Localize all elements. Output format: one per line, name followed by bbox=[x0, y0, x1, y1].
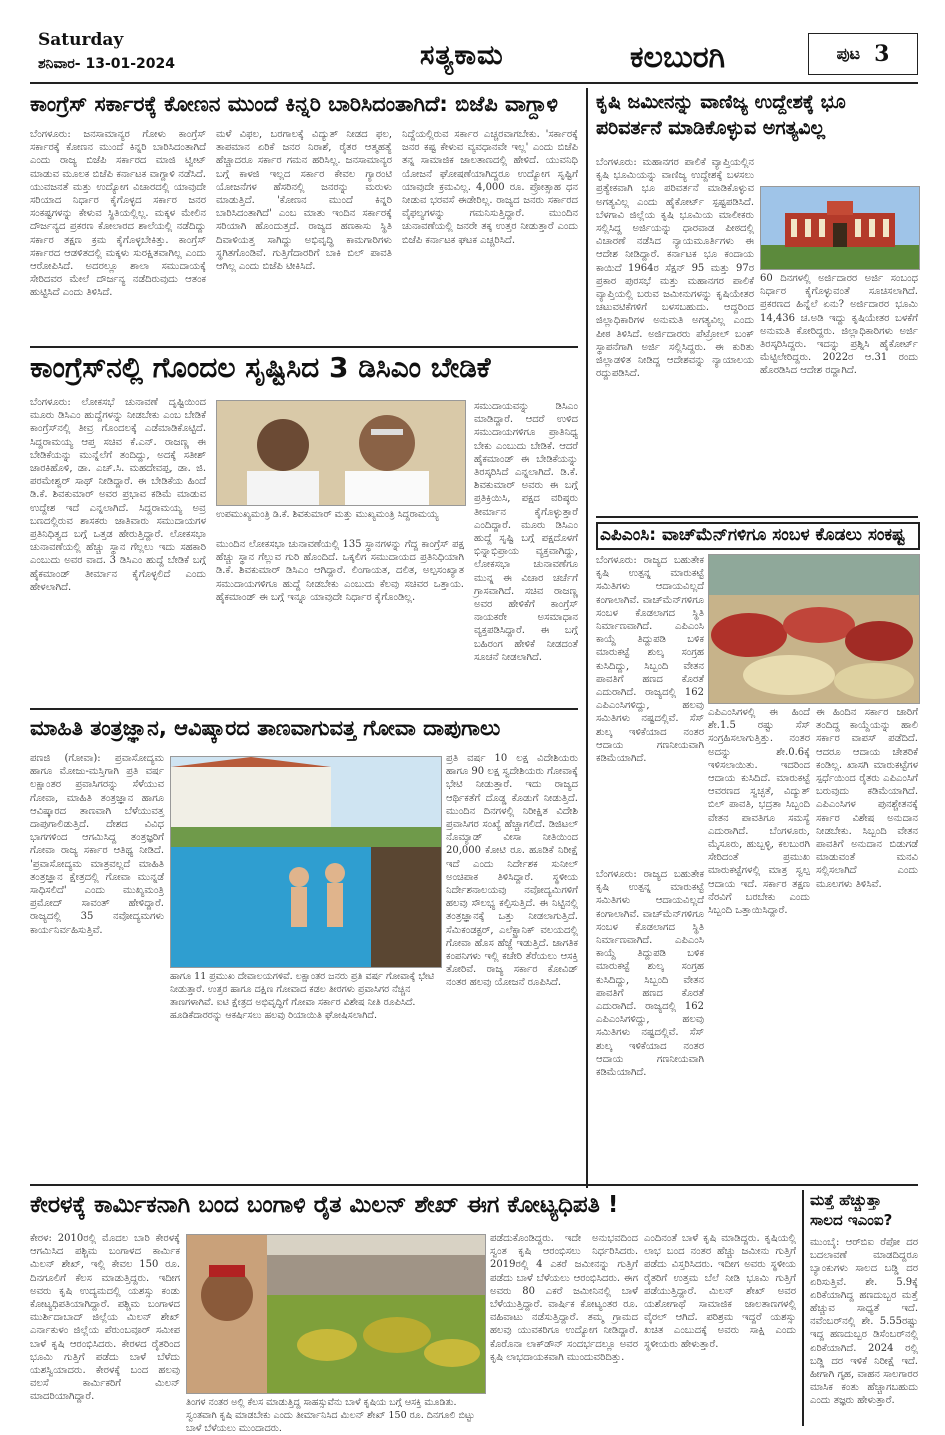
vegetable-market-image bbox=[709, 555, 919, 703]
headline-dcm: ಕಾಂಗ್ರೆಸ್‌ನಲ್ಲಿ ಗೊಂದಲ ಸೃಷ್ಟಿಸಿದ 3 ಡಿಸಿಎಂ ಬೇಡಿಕೆ bbox=[30, 351, 491, 384]
page-number-box bbox=[808, 33, 918, 75]
article-column: ಸಮುದಾಯವನ್ನು ಡಿಸಿಎಂ ಮಾಡಿದ್ದಾರೆ. ಆದರೆ ಉಳಿದ ಸಮುದಾಯಗಳಿಗೂ ಪ್ರಾತಿನಿಧ್ಯ ಬೇಕು ಎಂಬುದು ಬೇಡಿಕೆ. ಆದರೆ ಹೈಕಮಾಂಡ್ ಈ ಬೇಡಿಕೆಯನ್ನು ತಿರಸ್ಕರಿಸಿದೆ ಎನ್ನಲಾಗಿದೆ. ಡಿ.ಕೆ. ಶಿವಕುಮಾರ್ ಅವರು ಈ ಬಗ್ಗೆ ಪ್ರತಿಕ್ರಿಯಿಸಿ, ಪಕ್ಷದ ವರಿಷ್ಠರು ತೀರ್ಮಾನ ಕೈಗೊಳ್ಳುತ್ತಾರೆ ಎಂದಿದ್ದಾರೆ. ಮೂರು ಡಿಸಿಎಂ ಹುದ್ದೆ ಸೃಷ್ಟಿ ಬಗ್ಗೆ ಪಕ್ಷದೊಳಗೆ ಭಿನ್ನಾಭಿಪ್ರಾಯ ವ್ಯಕ್ತವಾಗಿದ್ದು, ಲೋಕಸಭಾ ಚುನಾವಣೆಗೂ ಮುನ್ನ ಈ ವಿಚಾರ ಚರ್ಚೆಗೆ ಗ್ರಾಸವಾಗಿದೆ. ಸಚಿವ ರಾಜಣ್ಣ ಅವರ ಹೇಳಿಕೆಗೆ ಕಾಂಗ್ರೆಸ್ ನಾಯಕರೇ ಅಸಮಾಧಾನ ವ್ಯಕ್ತಪಡಿಸಿದ್ದಾರೆ. ಈ ಬಗ್ಗೆ ಬಹಿರಂಗ ಹೇಳಿಕೆ ನೀಡದಂತೆ ಸೂಚನೆ ನೀಡಲಾಗಿದೆ. bbox=[474, 401, 578, 663]
article-column: 60 ದಿನಗಳಲ್ಲಿ ಅರ್ಜಿದಾರರ ಅರ್ಜಿ ಸಂಬಂಧ ನಿರ್ಧಾರ ಕೈಗೊಳ್ಳುವಂತೆ ಸೂಚಿಸಲಾಗಿದೆ. ಪ್ರಕರಣದ ಹಿನ್ನೆಲೆ ಏನು? ಅರ್ಜಿದಾರರ ಭೂಮಿ 14,436 ಚ.ಅಡಿ ಇದ್ದು ಕೃಷಿಯೇತರ ಬಳಕೆಗೆ ಅನುಮತಿ ಕೋರಿದ್ದರು. ಜಿಲ್ಲಾಧಿಕಾರಿಗಳು ಅರ್ಜಿ ತಿರಸ್ಕರಿಸಿದ್ದರು. ಇದನ್ನು ಪ್ರಶ್ನಿಸಿ ಹೈಕೋರ್ಟ್ ಮೆಟ್ಟಿಲೇರಿದ್ದರು. 2022ರ ಆ.31 ರಂದು ಹೊರಡಿಸಿದ ಆದೇಶ ರದ್ದಾಗಿದೆ. bbox=[760, 273, 918, 377]
headline-krishi-line1: ಕೃಷಿ ಜಮೀನನ್ನು ವಾಣಿಜ್ಯ ಉದ್ದೇಶಕ್ಕೆ ಭೂ bbox=[596, 91, 846, 113]
high-court-photo bbox=[760, 186, 920, 270]
market-photo bbox=[708, 554, 920, 704]
article-column: ಬೆಂಗಳೂರು: ರಾಜ್ಯದ ಬಹುತೇಕ ಕೃಷಿ ಉತ್ಪನ್ನ ಮಾರುಕಟ್ಟೆ ಸಮಿತಿಗಳು ಆದಾಯವಿಲ್ಲದೆ ಕಂಗಾಲಾಗಿವೆ. ವಾಚ್‌ಮೆನ್‌ಗಳಿಗೂ ಸಂಬಳ ಕೊಡಲಾಗದ ಸ್ಥಿತಿ ನಿರ್ಮಾಣವಾಗಿದೆ. ಎಪಿಎಂಸಿ ಕಾಯ್ದೆ ತಿದ್ದುಪಡಿ ಬಳಿಕ ಮಾರುಕಟ್ಟೆ ಶುಲ್ಕ ಸಂಗ್ರಹ ಕುಸಿದಿದ್ದು, ಸಿಬ್ಬಂದಿ ವೇತನ ಪಾವತಿಗೆ ಹಣದ ಕೊರತೆ ಎದುರಾಗಿದೆ. ರಾಜ್ಯದಲ್ಲಿ 162 ಎಪಿಎಂಸಿಗಳಿದ್ದು, ಹಲವು ಸಮಿತಿಗಳು ನಷ್ಟದಲ್ಲಿವೆ. ಸೆಸ್ ಶುಲ್ಕ ಇಳಿಕೆಯಾದ ನಂತರ ಆದಾಯ ಗಣನೀಯವಾಗಿ ಕಡಿಮೆಯಾಗಿದೆ. bbox=[596, 869, 704, 1079]
banana-farm-photo bbox=[186, 1234, 486, 1394]
headline-emi-line1: ಮತ್ತೆ ಹೆಚ್ಚುತ್ತಾ bbox=[810, 1191, 882, 1209]
masthead-rule bbox=[30, 82, 918, 84]
article-column: ಬೆಂಗಳೂರು: ರಾಜ್ಯದ ಬಹುತೇಕ ಕೃಷಿ ಉತ್ಪನ್ನ ಮಾರುಕಟ್ಟೆ ಸಮಿತಿಗಳು ಆದಾಯವಿಲ್ಲದೆ ಕಂಗಾಲಾಗಿವೆ. ವಾಚ್‌ಮೆನ್‌ಗಳಿಗೂ ಸಂಬಳ ಕೊಡಲಾಗದ ಸ್ಥಿತಿ ನಿರ್ಮಾಣವಾಗಿದೆ. ಎಪಿಎಂಸಿ ಕಾಯ್ದೆ ತಿದ್ದುಪಡಿ ಬಳಿಕ ಮಾರುಕಟ್ಟೆ ಶುಲ್ಕ ಸಂಗ್ರಹ ಕುಸಿದಿದ್ದು, ಸಿಬ್ಬಂದಿ ವೇತನ ಪಾವತಿಗೆ ಹಣದ ಕೊರತೆ ಎದುರಾಗಿದೆ. ರಾಜ್ಯದಲ್ಲಿ 162 ಎಪಿಎಂಸಿಗಳಿದ್ದು, ಹಲವು ಸಮಿತಿಗಳು ನಷ್ಟದಲ್ಲಿವೆ. ಸೆಸ್ ಶುಲ್ಕ ಇಳಿಕೆಯಾದ ನಂತರ ಆದಾಯ ಗಣನೀಯವಾಗಿ ಕಡಿಮೆಯಾಗಿದೆ. bbox=[596, 555, 704, 765]
headline-apmc: ಎಪಿಎಂಸಿ: ವಾಚ್‌ಮೆನ್‌ಗಳಿಗೂ ಸಂಬಳ ಕೊಡಲು ಸಂಕಷ್ಟ bbox=[596, 522, 920, 550]
court-building-image bbox=[761, 187, 919, 269]
article-column: ಈ ಹಿಂದಿನ ಸರ್ಕಾರ ಜಾರಿಗೆ ತಂದಿದ್ದ ಕಾಯ್ದೆಯನ್ನು ಹಾಲಿ ಸರ್ಕಾರ ವಾಪಸ್ ಪಡೆದಿದೆ. ಆದರೂ ಆದಾಯ ಚೇತರಿಕೆ ಕಂಡಿಲ್ಲ. ಖಾಸಗಿ ಮಾರುಕಟ್ಟೆಗಳ ಸ್ಪರ್ಧೆಯಿಂದ ರೈತರು ಎಪಿಎಂಸಿಗೆ ಬರುವುದು ಕಡಿಮೆಯಾಗಿದೆ. ಎಪಿಎಂಸಿಗಳ ಪುನಶ್ಚೇತನಕ್ಕೆ ಸರ್ಕಾರ ವಿಶೇಷ ಅನುದಾನ ನೀಡಬೇಕು. ಸಿಬ್ಬಂದಿ ವೇತನ ಪಾವತಿಗೆ ಅನುದಾನ ಬಿಡುಗಡೆ ಮಾಡುವಂತೆ ಮನವಿ ಸಲ್ಲಿಸಲಾಗಿದೆ ಎಂದು ಮೂಲಗಳು ತಿಳಿಸಿವೆ. bbox=[816, 707, 918, 890]
article-column: ಎಪಿಎಂಸಿಗಳಲ್ಲಿ ಈ ಹಿಂದೆ ಶೇ.1.5 ರಷ್ಟು ಸೆಸ್ ಸಂಗ್ರಹಿಸಲಾಗುತ್ತಿತ್ತು. ನಂತರ ಅದನ್ನು ಶೇ.0.6ಕ್ಕೆ ಇಳಿಸಲಾಯಿತು. ಇದರಿಂದ ಆದಾಯ ಕುಸಿದಿದೆ. ಮಾರುಕಟ್ಟೆ ಆವರಣದ ಸ್ವಚ್ಛತೆ, ವಿದ್ಯುತ್ ಬಿಲ್ ಪಾವತಿ, ಭದ್ರತಾ ಸಿಬ್ಬಂದಿ ವೇತನ ಪಾವತಿಗೂ ಸಮಸ್ಯೆ ಎದುರಾಗಿದೆ. ಬೆಂಗಳೂರು, ಮೈಸೂರು, ಹುಬ್ಬಳ್ಳಿ, ಕಲಬುರಗಿ ಸೇರಿದಂತೆ ಪ್ರಮುಖ ಮಾರುಕಟ್ಟೆಗಳಲ್ಲಿ ಮಾತ್ರ ಸ್ವಲ್ಪ ಆದಾಯ ಇದೆ. ಸರ್ಕಾರ ತಕ್ಷಣ ನೆರವಿಗೆ ಬರಬೇಕು ಎಂದು ಸಿಬ್ಬಂದಿ ಒತ್ತಾಯಿಸಿದ್ದಾರೆ. bbox=[708, 707, 810, 917]
article-column: ಮಳೆ ವಿಫಲ, ಬರಗಾಲಕ್ಕೆ ವಿದ್ಯುತ್ ನೀಡದ ಫಲ, ತಾಪಮಾನ ಏರಿಕೆ ಜನರ ನಿರಾಶೆ, ರೈತರ ಆತ್ಮಹತ್ಯೆ ಹೆಚ್ಚಾದರೂ ಸರ್ಕಾರ ಗಮನ ಹರಿಸಿಲ್ಲ. ಜನಸಾಮಾನ್ಯರ ಬಗ್ಗೆ ಕಾಳಜಿ ಇಲ್ಲದ ಸರ್ಕಾರ ಕೇವಲ ಗ್ಯಾರಂಟಿ ಯೋಜನೆಗಳ ಹೆಸರಿನಲ್ಲಿ ಜನರನ್ನು ಮರುಳು ಮಾಡುತ್ತಿದೆ. 'ಕೋಣನ ಮುಂದೆ ಕಿನ್ನರಿ ಬಾರಿಸಿದಂತಾಗಿದೆ' ಎಂಬ ಮಾತು ಇಂದಿನ ಸರ್ಕಾರಕ್ಕೆ ಸರಿಯಾಗಿ ಹೊಂದುತ್ತದೆ. ರಾಜ್ಯದ ಹಣಕಾಸು ಸ್ಥಿತಿ ದಿವಾಳಿಯತ್ತ ಸಾಗಿದ್ದು ಅಭಿವೃದ್ಧಿ ಕಾಮಗಾರಿಗಳು ಸ್ಥಗಿತಗೊಂಡಿವೆ. ಗುತ್ತಿಗೆದಾರರಿಗೆ ಬಾಕಿ ಬಿಲ್ ಪಾವತಿ ಆಗಿಲ್ಲ ಎಂದು ಬಿಜೆಪಿ ಟೀಕಿಸಿದೆ. bbox=[216, 129, 392, 273]
article-column: ಪಣಜಿ (ಗೋವಾ): ಪ್ರವಾಸೋದ್ಯಮ ಹಾಗೂ ಮೋಜು-ಮಸ್ತಿಗಾಗಿ ಪ್ರತಿ ವರ್ಷ ಲಕ್ಷಾಂತರ ಪ್ರವಾಸಿಗರನ್ನು ಸೆಳೆಯುವ ಗೋವಾ, ಮಾಹಿತಿ ತಂತ್ರಜ್ಞಾನ ಹಾಗೂ ಆವಿಷ್ಕಾರದ ತಾಣವಾಗಿ ಬೆಳೆಯುವತ್ತ ದಾಪುಗಾಲಿಡುತ್ತಿದೆ. ದೇಶದ ವಿವಿಧ ಭಾಗಗಳಿಂದ ಆಗಮಿಸಿದ್ದ ತಂತ್ರಜ್ಞರಿಗೆ ಗೋವಾ ರಾಜ್ಯ ಸರ್ಕಾರ ಆತಿಥ್ಯ ನೀಡಿದೆ. 'ಪ್ರವಾಸೋದ್ಯಮ ಮಾತ್ರವಲ್ಲದೆ ಮಾಹಿತಿ ತಂತ್ರಜ್ಞಾನ ಕ್ಷೇತ್ರದಲ್ಲಿ ಗೋವಾ ಮುನ್ನಡೆ ಸಾಧಿಸಲಿದೆ' ಎಂದು ಮುಖ್ಯಮಂತ್ರಿ ಪ್ರಮೋದ್ ಸಾವಂತ್ ಹೇಳಿದ್ದಾರೆ. ರಾಜ್ಯದಲ್ಲಿ 35 ನವೋದ್ಯಮಗಳು ಕಾರ್ಯನಿರ್ವಹಿಸುತ್ತಿವೆ. bbox=[30, 753, 164, 936]
headline-goa: ಮಾಹಿತಿ ತಂತ್ರಜ್ಞಾನ, ಆವಿಷ್ಕಾರದ ತಾಣವಾಗುವತ್ತ ಗೋವಾ ದಾಪುಗಾಲು bbox=[30, 716, 501, 740]
divider bbox=[30, 1184, 918, 1186]
article-column: ನಿದ್ದೆಯಲ್ಲಿರುವ ಸರ್ಕಾರ ಎಚ್ಚರವಾಗಬೇಕು. 'ಸರ್ಕಾರಕ್ಕೆ ಜನರ ಕಷ್ಟ ಕೇಳುವ ವ್ಯವಧಾನವೇ ಇಲ್ಲ' ಎಂದು ಬಿಜೆಪಿ ತನ್ನ ಸಾಮಾಜಿಕ ಜಾಲತಾಣದಲ್ಲಿ ಹೇಳಿದೆ. ಯುವನಿಧಿ ಯೋಜನೆ ಘೋಷಣೆಯಾಗಿದ್ದರೂ ಉದ್ಯೋಗ ಸೃಷ್ಟಿಗೆ ಯಾವುದೇ ಕ್ರಮವಿಲ್ಲ. 4,000 ರೂ. ಪ್ರೋತ್ಸಾಹ ಧನ ನೀಡುವ ಭರವಸೆ ಈಡೇರಿಲ್ಲ. ರಾಜ್ಯದ ಜನರು ಸರ್ಕಾರದ ವೈಫಲ್ಯಗಳನ್ನು ಗಮನಿಸುತ್ತಿದ್ದಾರೆ. ಮುಂದಿನ ಚುನಾವಣೆಯಲ್ಲಿ ಜನರೇ ತಕ್ಕ ಉತ್ತರ ನೀಡುತ್ತಾರೆ ಎಂದು ಬಿಜೆಪಿ ಕರ್ನಾಟಕ ಘಟಕ ಎಚ್ಚರಿಸಿದೆ. bbox=[402, 129, 578, 246]
article-column: ಮುಂಬೈ: ಆರ್‌ಬಿಐ ರೆಪೋ ದರ ಬದಲಾವಣೆ ಮಾಡದಿದ್ದರೂ ಬ್ಯಾಂಕುಗಳು ಸಾಲದ ಬಡ್ಡಿ ದರ ಏರಿಸುತ್ತಿವೆ. ಶೇ. 5.9ಕ್ಕೆ ಏರಿಕೆಯಾಗಿದ್ದ ಹಣದುಬ್ಬರ ಮತ್ತೆ ಹೆಚ್ಚುವ ಸಾಧ್ಯತೆ ಇದೆ. ನವೆಂಬರ್‌ನಲ್ಲಿ ಶೇ. 5.55ರಷ್ಟು ಇದ್ದ ಹಣದುಬ್ಬರ ಡಿಸೆಂಬರ್‌ನಲ್ಲಿ ಏರಿಕೆಯಾಗಿದೆ. 2024 ರಲ್ಲಿ ಬಡ್ಡಿ ದರ ಇಳಿಕೆ ನಿರೀಕ್ಷೆ ಇದೆ. ಹೀಗಾಗಿ ಗೃಹ, ವಾಹನ ಸಾಲಗಾರರ ಮಾಸಿಕ ಕಂತು ಹೆಚ್ಚಾಗಬಹುದು ಎಂದು ತಜ್ಞರು ಹೇಳುತ್ತಾರೆ. bbox=[810, 1237, 918, 1407]
page-label: ಪುಟ bbox=[836, 44, 861, 63]
divider bbox=[30, 708, 578, 710]
divider bbox=[30, 346, 578, 348]
banana-harvest-image bbox=[187, 1235, 485, 1393]
headline-emi-line2: ಸಾಲದ ಇಎಂಐ? bbox=[810, 1211, 893, 1229]
masthead-day: Saturday bbox=[38, 30, 124, 50]
photo-caption: ಉಪಮುಖ್ಯಮಂತ್ರಿ ಡಿ.ಕೆ. ಶಿವಕುಮಾರ್ ಮತ್ತು ಮುಖ್ಯಮಂತ್ರಿ ಸಿದ್ದರಾಮಯ್ಯ bbox=[216, 509, 439, 520]
article-column: ಎಂದಿನಂತೆ ಬಾಳೆ ಕೃಷಿ ಮಾಡಿದ್ದರು. ಕೃಷಿಯಲ್ಲಿ ಲಾಭ ಬಂದ ನಂತರ ಹೆಚ್ಚು ಜಮೀನು ಗುತ್ತಿಗೆ ಪಡೆದು ವಿಸ್ತರಿಸಿದರು. ಇದೀಗ ಅವರು ಸ್ಥಳೀಯ ರೈತರಿಗೆ ಉತ್ತಮ ಬೆಲೆ ನೀಡಿ ಭೂಮಿ ಗುತ್ತಿಗೆ ಪಡೆಯುತ್ತಿದ್ದಾರೆ. ಮಿಲನ್ ಶೇಖ್ ಅವರ ಯಶೋಗಾಥೆ ಸಾಮಾಜಿಕ ಜಾಲತಾಣಗಳಲ್ಲಿ ವೈರಲ್ ಆಗಿದೆ. ಪರಿಶ್ರಮ ಇದ್ದರೆ ಯಶಸ್ಸು ಖಚಿತ ಎಂಬುದಕ್ಕೆ ಅವರು ಸಾಕ್ಷಿ ಎಂದು ಸ್ಥಳೀಯರು ಹೇಳುತ್ತಾರೆ. bbox=[644, 1233, 796, 1350]
article-column: ಮುಂದಿನ ಲೋಕಸಭಾ ಚುನಾವಣೆಯಲ್ಲಿ 135 ಸ್ಥಾನಗಳನ್ನು ಗೆದ್ದ ಕಾಂಗ್ರೆಸ್ ಪಕ್ಷ ಹೆಚ್ಚು ಸ್ಥಾನ ಗೆಲ್ಲುವ ಗುರಿ ಹೊಂದಿದೆ. ಒಕ್ಕಲಿಗ ಸಮುದಾಯದ ಪ್ರತಿನಿಧಿಯಾಗಿ ಡಿ.ಕೆ. ಶಿವಕುಮಾರ್ ಡಿಸಿಎಂ ಆಗಿದ್ದಾರೆ. ಲಿಂಗಾಯತ, ದಲಿತ, ಅಲ್ಪಸಂಖ್ಯಾತ ಸಮುದಾಯಗಳಿಗೂ ಹುದ್ದೆ ನೀಡಬೇಕು ಎಂಬುದು ಕೆಲವು ಸಚಿವರ ಒತ್ತಾಯ. ಹೈಕಮಾಂಡ್ ಈ ಬಗ್ಗೆ ಇನ್ನೂ ಯಾವುದೇ ನಿರ್ಧಾರ ಕೈಗೊಂಡಿಲ್ಲ. bbox=[216, 539, 464, 603]
divider bbox=[596, 516, 918, 518]
resort-pool-image bbox=[171, 757, 441, 967]
article-column: ಬೆಂಗಳೂರು: ಮಹಾನಗರ ಪಾಲಿಕೆ ವ್ಯಾಪ್ತಿಯಲ್ಲಿನ ಕೃಷಿ ಭೂಮಿಯನ್ನು ವಾಣಿಜ್ಯ ಉದ್ದೇಶಕ್ಕೆ ಬಳಸಲು ಪ್ರತ್ಯೇಕವಾಗಿ ಭೂ ಪರಿವರ್ತನೆ ಮಾಡಿಕೊಳ್ಳುವ ಅಗತ್ಯವಿಲ್ಲ ಎಂದು ಹೈಕೋರ್ಟ್ ಸ್ಪಷ್ಟಪಡಿಸಿದೆ. ಬೆಳಗಾವಿ ಜಿಲ್ಲೆಯ ಕೃಷಿ ಭೂಮಿಯ ಮಾಲೀಕರು ಸಲ್ಲಿಸಿದ್ದ ಅರ್ಜಿಯನ್ನು ಧಾರವಾಡ ಪೀಠದಲ್ಲಿ ವಿಚಾರಣೆ ನಡೆಸಿದ ನ್ಯಾಯಮೂರ್ತಿಗಳು ಈ ಆದೇಶ ನೀಡಿದ್ದಾರೆ. ಕರ್ನಾಟಕ ಭೂ ಕಂದಾಯ ಕಾಯಿದೆ 1964ರ ಸೆಕ್ಷನ್ 95 ಮತ್ತು 97ರ ಪ್ರಕಾರ ಪುರಸಭೆ ಮತ್ತು ಮಹಾನಗರ ಪಾಲಿಕೆ ವ್ಯಾಪ್ತಿಯಲ್ಲಿ ಬರುವ ಜಮೀನುಗಳನ್ನು ಕೃಷಿಯೇತರ ಚಟುವಟಿಕೆಗಳಿಗೆ ಬಳಸಬಹುದು. ಆದ್ದರಿಂದ ಜಿಲ್ಲಾಧಿಕಾರಿಗಳ ಅನುಮತಿ ಅಗತ್ಯವಿಲ್ಲ ಎಂದು ಪೀಠ ತಿಳಿಸಿದೆ. ಅರ್ಜಿದಾರರು ಪೆಟ್ರೋಲ್ ಬಂಕ್ ಸ್ಥಾಪನೆಗಾಗಿ ಅರ್ಜಿ ಸಲ್ಲಿಸಿದ್ದರು. ಈ ಕುರಿತು ಜಿಲ್ಲಾಡಳಿತ ನೀಡಿದ್ದ ಆದೇಶವನ್ನು ನ್ಯಾಯಾಲಯ ರದ್ದುಪಡಿಸಿದೆ. bbox=[596, 157, 754, 380]
article-column: ಕೇರಳ: 2010ರಲ್ಲಿ ಮೊದಲ ಬಾರಿ ಕೇರಳಕ್ಕೆ ಆಗಮಿಸಿದ ಪಶ್ಚಿಮ ಬಂಗಾಳದ ಕಾರ್ಮಿಕ ಮಿಲನ್ ಶೇಖ್, ಇಲ್ಲಿ ಕೇವಲ 150 ರೂ. ದಿನಗೂಲಿಗೆ ಕೆಲಸ ಮಾಡುತ್ತಿದ್ದರು. ಇದೀಗ ಅವರು ಕೃಷಿ ಉದ್ಯಮದಲ್ಲಿ ಯಶಸ್ಸು ಕಂಡು ಕೋಟ್ಯಧಿಪತಿಯಾಗಿದ್ದಾರೆ. ಪಶ್ಚಿಮ ಬಂಗಾಳದ ಮುರ್ಶಿದಾಬಾದ್ ಜಿಲ್ಲೆಯ ಮಿಲನ್ ಶೇಖ್ ಎರ್ನಾಕುಳಂ ಜಿಲ್ಲೆಯ ಪೆರುಂಬವೂರ್ ಸಮೀಪ ಬಾಳೆ ಕೃಷಿ ಆರಂಭಿಸಿದರು. ಕೇರಳದ ರೈತರಿಂದ ಭೂಮಿ ಗುತ್ತಿಗೆ ಪಡೆದು ಬಾಳೆ ಬೆಳೆದು ಯಶಸ್ವಿಯಾದರು. ಕೇರಳಕ್ಕೆ ಬಂದ ಹಲವು ವಲಸೆ ಕಾರ್ಮಿಕರಿಗೆ ಮಿಲನ್ ಮಾದರಿಯಾಗಿದ್ದಾರೆ. bbox=[30, 1233, 180, 1403]
politicians-image bbox=[217, 401, 465, 505]
article-column: ಬೆಂಗಳೂರು: ಜನಸಾಮಾನ್ಯರ ಗೋಳು ಕಾಂಗ್ರೆಸ್ ಸರ್ಕಾರಕ್ಕೆ ಕೋಣನ ಮುಂದೆ ಕಿನ್ನರಿ ಬಾರಿಸಿದಂತಾಗಿದೆ ಎಂದು ರಾಜ್ಯ ಬಿಜೆಪಿ ಸರ್ಕಾರದ ಮಾಜಿ ಟ್ವೀಟ್ ಮಾಡುವ ಮೂಲಕ ಬಿಜೆಪಿ ಕರ್ನಾಟಕ ವಾಗ್ದಾಳಿ ನಡೆಸಿದೆ. ಯುವಜನತೆ ಮತ್ತು ಉದ್ಯೋಗ ವಿಚಾರದಲ್ಲಿ ಯಾವುದೇ ಸರಿಯಾದ ನಿರ್ಧಾರ ಕೈಗೊಳ್ಳದ ಸರ್ಕಾರ ಜನರ ಸಂಕಷ್ಟಗಳನ್ನು ಕೇಳುವ ಸ್ಥಿತಿಯಲ್ಲಿಲ್ಲ. ಮಕ್ಕಳ ಮೇಲಿನ ದೌರ್ಜನ್ಯದ ಪ್ರಕರಣ ಕೋಲಾರದ ಶಾಲೆಯಲ್ಲಿ ನಡೆದಿದ್ದು ಸರ್ಕಾರ ತಕ್ಷಣ ಕ್ರಮ ಕೈಗೊಳ್ಳಬೇಕಿತ್ತು. ಕಾಂಗ್ರೆಸ್ ಸರ್ಕಾರದ ಆಡಳಿತದಲ್ಲಿ ಮಕ್ಕಳು ಸುರಕ್ಷಿತವಾಗಿಲ್ಲ ಎಂದು ಆರೋಪಿಸಿದೆ. ಅದರಲ್ಲೂ ಶಾಲಾ ಸಮುದಾಯಕ್ಕೆ ಸೇರಿದವರ ಮೇಲೆ ದೌರ್ಜನ್ಯ ನಡೆದಿರುವುದು ಆತಂಕ ಹುಟ್ಟಿಸಿದೆ ಎಂದು ತಿಳಿಸಿದೆ. bbox=[30, 129, 206, 299]
masthead-date: ಶನಿವಾರ- 13-01-2024 bbox=[38, 56, 176, 72]
headline-kerala: ಕೇರಳಕ್ಕೆ ಕಾರ್ಮಿಕನಾಗಿ ಬಂದ ಬಂಗಾಳಿ ರೈತ ಮಿಲನ್ ಶೇಖ್ ಈಗ ಕೋಟ್ಯಧಿಪತಿ ! bbox=[30, 1192, 619, 1218]
edition-city: ಕಲಬುರಗಿ bbox=[630, 40, 726, 75]
leaders-photo bbox=[216, 400, 466, 506]
article-column: ಪ್ರತಿ ವರ್ಷ 10 ಲಕ್ಷ ವಿದೇಶಿಯರು ಹಾಗೂ 90 ಲಕ್ಷ ಸ್ವದೇಶಿಯರು ಗೋವಾಕ್ಕೆ ಭೇಟಿ ನೀಡುತ್ತಾರೆ. ಇದು ರಾಜ್ಯದ ಆರ್ಥಿಕತೆಗೆ ದೊಡ್ಡ ಕೊಡುಗೆ ನೀಡುತ್ತಿದೆ. ಮುಂದಿನ ದಿನಗಳಲ್ಲಿ ನಿರೀಕ್ಷಿತ ವಿದೇಶಿ ಪ್ರವಾಸಿಗರ ಸಂಖ್ಯೆ ಹೆಚ್ಚಾಗಲಿದೆ. ಡಿಜಿಟಲ್ ನೊಮ್ಯಾಡ್ ವೀಸಾ ನೀತಿಯಿಂದ 20,000 ಕೋಟಿ ರೂ. ಹೂಡಿಕೆ ನಿರೀಕ್ಷೆ ಇದೆ ಎಂದು ನಿರ್ದೇಶಕ ಸುನೀಲ್ ಅಂಚಿಪಾಕ ತಿಳಿಸಿದ್ದಾರೆ. ಸ್ಥಳೀಯ ನಿರ್ದೇಶನಾಲಯವು ನವೋದ್ಯಮಿಗಳಿಗೆ ಹಲವು ಸೌಲಭ್ಯ ಕಲ್ಪಿಸುತ್ತಿದೆ. ಈ ನಿಟ್ಟಿನಲ್ಲಿ ತಂತ್ರಜ್ಞಾನಕ್ಕೆ ಒತ್ತು ನೀಡಲಾಗುತ್ತಿದೆ. ಸೆಮಿಕಂಡಕ್ಟರ್, ಎಲೆಕ್ಟ್ರಾನಿಕ್ ವಲಯದಲ್ಲಿ ಗೋವಾ ಹೊಸ ಹೆಜ್ಜೆ ಇಡುತ್ತಿದೆ. ಜಾಗತಿಕ ಕಂಪನಿಗಳು ಇಲ್ಲಿ ಕಚೇರಿ ತೆರೆಯಲು ಆಸಕ್ತಿ ತೋರಿವೆ. ರಾಜ್ಯ ಸರ್ಕಾರ ಕೋವಿಡ್ ನಂತರ ಹಲವು ಯೋಜನೆ ರೂಪಿಸಿದೆ. bbox=[446, 753, 578, 989]
column-divider bbox=[586, 88, 588, 1188]
photo-caption: ತಿಂಗಳ ನಂತರ ಅಲ್ಲಿ ಕೆಲಸ ಮಾಡುತ್ತಿದ್ದ ಸಾಹಸ್ಸುವೆನು ಬಾಳೆ ಕೃಷಿಯ ಬಗ್ಗೆ ಆಸಕ್ತಿ ಮೂಡಿತು. ಸ್ವಂತವಾಗಿ ಕೃಷಿ ಮಾಡಬೇಕು ಎಂದು ತೀರ್ಮಾನಿಸಿದ ಮಿಲನ್ ಶೇಖ್ 150 ರೂ. ದಿನಗೂಲಿ ಬಿಟ್ಟು ಬಾಳೆ ಬೆಳೆಯಲು ಮುಂದಾದರು. bbox=[186, 1397, 475, 1434]
newspaper-name: ಸತ್ಯಕಾಮ bbox=[420, 40, 504, 71]
goa-resort-photo bbox=[170, 756, 442, 968]
article-column: ಬೆಂಗಳೂರು: ಲೋಕಸಭೆ ಚುನಾವಣೆ ದೃಷ್ಟಿಯಿಂದ ಮೂರು ಡಿಸಿಎಂ ಹುದ್ದೆಗಳನ್ನು ನೀಡಬೇಕು ಎಂಬ ಬೇಡಿಕೆ ಕಾಂಗ್ರೆಸ್‌ನಲ್ಲಿ ತೀವ್ರ ಗೊಂದಲಕ್ಕೆ ಎಡೆಮಾಡಿಕೊಟ್ಟಿದೆ. ಸಿದ್ದರಾಮಯ್ಯ ಆಪ್ತ ಸಚಿವ ಕೆ.ಎನ್. ರಾಜಣ್ಣ ಈ ಬೇಡಿಕೆಯನ್ನು ಮುನ್ನೆಲೆಗೆ ತಂದಿದ್ದು, ಅದಕ್ಕೆ ಸತೀಶ್ ಜಾರಕಿಹೊಳಿ, ಡಾ. ಎಚ್.ಸಿ. ಮಹದೇವಪ್ಪ, ಡಾ. ಜಿ. ಪರಮೇಶ್ವರ್ ಸಾಥ್ ನೀಡಿದ್ದಾರೆ. ಈ ಬೇಡಿಕೆಯ ಹಿಂದೆ ಡಿ.ಕೆ. ಶಿವಕುಮಾರ್ ಅವರ ಪ್ರಭಾವ ಕಡಿಮೆ ಮಾಡುವ ಉದ್ದೇಶ ಇದೆ ಎನ್ನಲಾಗಿದೆ. ಸಿದ್ದರಾಮಯ್ಯ ಅವ್ರ ಬಣದಲ್ಲಿರುವ ಶಾಸಕರು ಜಾತಿವಾರು ಸಮುದಾಯಗಳ ಪ್ರತಿನಿಧಿತ್ವದ ಬಗ್ಗೆ ಒತ್ತಡ ಹೇರುತ್ತಿದ್ದಾರೆ. ಲೋಕಸಭಾ ಚುನಾವಣೆಯಲ್ಲಿ ಹೆಚ್ಚು ಸ್ಥಾನ ಗೆಲ್ಲಲು ಇದು ಸಹಕಾರಿ ಎಂಬುದು ಅವರ ವಾದ. 3 ಡಿಸಿಎಂ ಹುದ್ದೆ ಬೇಡಿಕೆ ಬಗ್ಗೆ ಹೈಕಮಾಂಡ್ ತೀರ್ಮಾನ ಕೈಗೊಳ್ಳಲಿದೆ ಎಂದು ಹೇಳಲಾಗಿದೆ. bbox=[30, 397, 206, 593]
page-number: 3 bbox=[874, 41, 890, 67]
headline-krishi-line2: ಪರಿವರ್ತನೆ ಮಾಡಿಕೊಳ್ಳುವ ಅಗತ್ಯವಿಲ್ಲ bbox=[596, 117, 826, 139]
article-column: ಹಾಗೂ 11 ಪ್ರಮುಖ ದೇವಾಲಯಗಳಿವೆ. ಲಕ್ಷಾಂತರ ಜನರು ಪ್ರತಿ ವರ್ಷ ಗೋವಾಕ್ಕೆ ಭೇಟಿ ನೀಡುತ್ತಾರೆ. ಉತ್ತರ ಹಾಗೂ ದಕ್ಷಿಣ ಗೋವಾದ ಕಡಲ ತೀರಗಳು ಪ್ರವಾಸಿಗರ ನೆಚ್ಚಿನ ತಾಣಗಳಾಗಿವೆ. ಐಟಿ ಕ್ಷೇತ್ರದ ಅಭಿವೃದ್ಧಿಗೆ ಗೋವಾ ಸರ್ಕಾರ ವಿಶೇಷ ನೀತಿ ರೂಪಿಸಿದೆ. ಹೂಡಿಕೆದಾರರನ್ನು ಆಕರ್ಷಿಸಲು ಹಲವು ರಿಯಾಯಿತಿ ಘೋಷಿಸಲಾಗಿದೆ. bbox=[170, 971, 435, 1021]
column-divider bbox=[802, 1190, 804, 1426]
article-column: ಪಡೆದುಕೊಂಡಿದ್ದರು. ಇದೇ ಅನುಭವದಿಂದ ಸ್ವಂತ ಕೃಷಿ ಆರಂಭಿಸಲು ನಿರ್ಧರಿಸಿದರು. 2019ರಲ್ಲಿ 4 ಎಕರೆ ಜಮೀನನ್ನು ಗುತ್ತಿಗೆ ಪಡೆದು ಬಾಳೆ ಬೆಳೆಯಲು ಆರಂಭಿಸಿದರು. ಈಗ ಅವರು 80 ಎಕರೆ ಜಮೀನಿನಲ್ಲಿ ಬಾಳೆ ಬೆಳೆಯುತ್ತಿದ್ದಾರೆ. ವಾರ್ಷಿಕ ಕೋಟ್ಯಂತರ ರೂ. ವಹಿವಾಟು ನಡೆಸುತ್ತಿದ್ದಾರೆ. ತಮ್ಮ ಗ್ರಾಮದ ಹಲವು ಯುವಕರಿಗೂ ಉದ್ಯೋಗ ನೀಡಿದ್ದಾರೆ. ಕೊರೊನಾ ಲಾಕ್‌ಡೌನ್ ಸಂದರ್ಭದಲ್ಲೂ ಅವರ ಕೃಷಿ ಲಾಭದಾಯಕವಾಗಿ ಮುಂದುವರಿದಿತ್ತು. bbox=[490, 1233, 638, 1363]
headline-congress-kinnari: ಕಾಂಗ್ರೆಸ್ ಸರ್ಕಾರಕ್ಕೆ ಕೋಣನ ಮುಂದೆ ಕಿನ್ನರಿ ಬಾರಿಸಿದಂತಾಗಿದೆ: ಬಿಜೆಪಿ ವಾಗ್ದಾಳಿ bbox=[30, 92, 558, 116]
